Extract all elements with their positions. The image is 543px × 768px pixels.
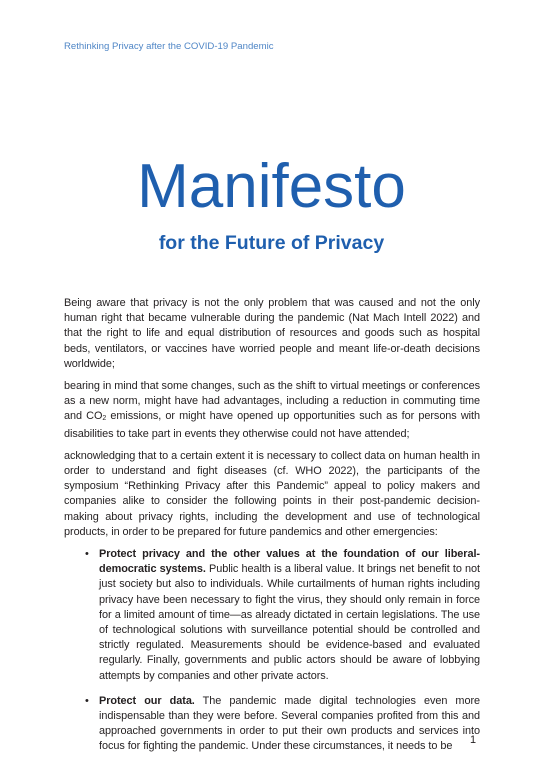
recommendation-list xyxy=(64,547,480,755)
point-text: Public health is a liberal value. It brings net benefit to not just society but also to individuals. While curtailments of human rights including privacy have been necessary to fight the virus, they should only remain in force for a limited amount of time—as already dictated in certain legislations. The use of technological solutions with surveillance potential should be controlled and strictly regulated. Measurements should be evidence-based and evaluated regularly. Finally, governments and public actors should be aware of lobbying attempts by companies and other private actors. xyxy=(99,563,480,682)
body-text xyxy=(64,296,480,765)
point-heading: Protect our data. xyxy=(99,694,195,707)
page-title: Manifesto xyxy=(137,152,406,221)
list-item xyxy=(64,547,480,684)
bullet-icon: • xyxy=(85,548,89,561)
page-subtitle: for the Future of Privacy xyxy=(158,232,385,254)
point-heading: Protect privacy and the other values at the foundation of our liberal-democratic systems. xyxy=(99,548,480,576)
paragraph-acknowledging: acknowledging that to a certain extent it is necessary to collect data on human health in order to understand and fight diseases (cf. WHO 2022), the participants of the symposium “Rethinking Privacy after this Pandemic” appeal to policy makers and companies alike to consider the following points in their post-pandemic decision-making about privacy rights, including the development and use of technological products, in order to be prepared for future pandemics and other emergencies: xyxy=(64,449,480,538)
point-text: The pandemic made digital technologies even more indispensable than they were before. Several companies profited from this and approached governments in order to put their own products and services into focus for fighting the pandemic. Under these circumstances, it needs to be xyxy=(99,694,481,753)
co2-paragraph-part1: bearing in mind that some changes, such as the shift to virtual meetings or conferences as a new norm, might have had advantages, including a reduction in commuting time and CO xyxy=(64,380,480,423)
bullet-icon: • xyxy=(85,694,89,707)
page-number: 1 xyxy=(470,734,477,746)
co2-paragraph-part2: emissions, or might have opened up opportunities such as for persons with disabilities to take part in events they otherwise could not have attended; xyxy=(64,410,480,440)
paragraph-being-aware: Being aware that privacy is not the only problem that was caused and not the only human right that became vulnerable during the pandemic (Nat Mach Intell 2022) and that the right to life and equal distribution of resources and goods such as hospital beds, ventilators, or vaccines have worried people and meant life-or-death decisions worldwide; xyxy=(64,297,480,370)
co2-subscript: 2 xyxy=(102,415,107,423)
running-header: Rethinking Privacy after the COVID-19 Pandemic xyxy=(64,41,274,52)
paragraph-bearing-in-mind xyxy=(64,379,480,442)
list-item xyxy=(64,694,480,755)
